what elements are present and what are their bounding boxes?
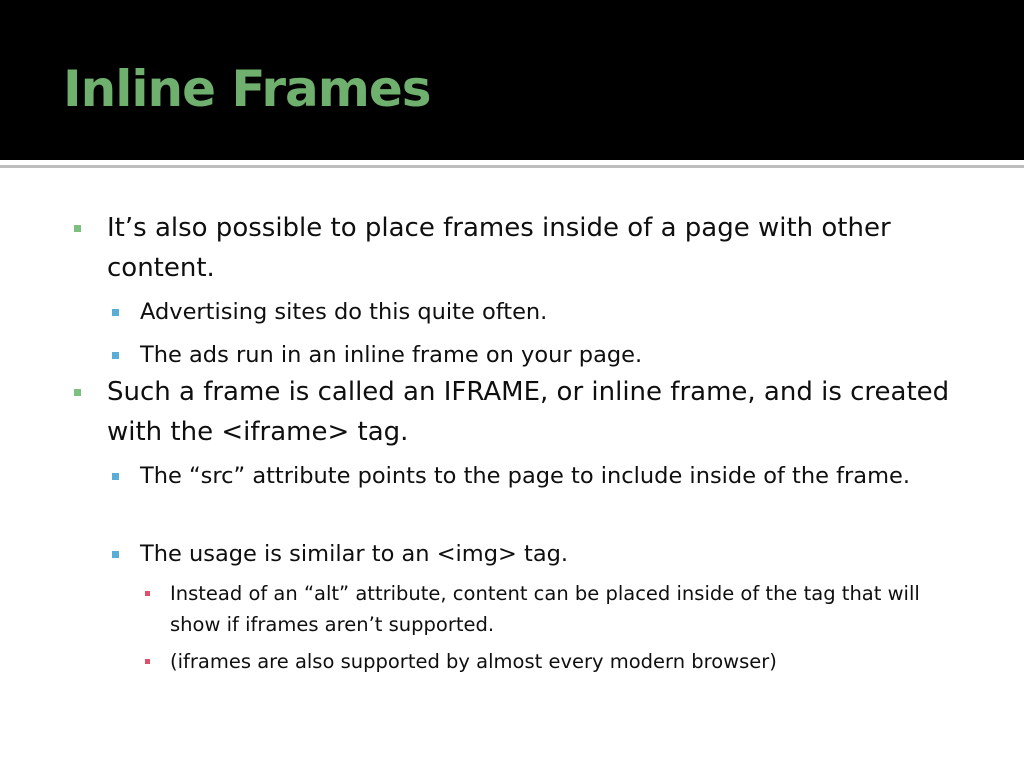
square-bullet-icon <box>112 352 119 359</box>
square-bullet-icon <box>74 225 81 232</box>
square-bullet-icon <box>145 591 150 596</box>
bullet-text: Advertising sites do this quite often. <box>140 299 548 325</box>
slide-title: Inline Frames <box>63 60 431 118</box>
bullet-item <box>107 208 967 288</box>
sub-bullet-item <box>140 458 940 495</box>
square-bullet-icon <box>145 659 150 664</box>
bullet-text: (iframes are also supported by almost every modern browser) <box>170 650 777 673</box>
square-bullet-icon <box>112 473 119 480</box>
sub-sub-bullet-item <box>170 646 970 677</box>
bullet-text: It’s also possible to place frames inside of a page with other content. <box>107 213 891 283</box>
square-bullet-icon <box>112 309 119 316</box>
square-bullet-icon <box>112 551 119 558</box>
square-bullet-icon <box>74 389 81 396</box>
sub-bullet-item <box>140 337 940 374</box>
bullet-text: The usage is similar to an <img> tag. <box>140 541 569 567</box>
bullet-text: The ads run in an inline frame on your page. <box>140 342 643 368</box>
sub-bullet-item <box>140 294 940 331</box>
bullet-text: Such a frame is called an IFRAME, or inline frame, and is created with the <iframe> tag. <box>107 377 950 447</box>
sub-sub-bullet-item <box>170 578 970 640</box>
bullet-item <box>107 372 967 452</box>
bullet-text: Instead of an “alt” attribute, content can be placed inside of the tag that will show if iframes aren’t supported. <box>170 582 920 636</box>
sub-bullet-item <box>140 536 940 573</box>
bullet-text: The “src” attribute points to the page to include inside of the frame. <box>140 463 910 489</box>
